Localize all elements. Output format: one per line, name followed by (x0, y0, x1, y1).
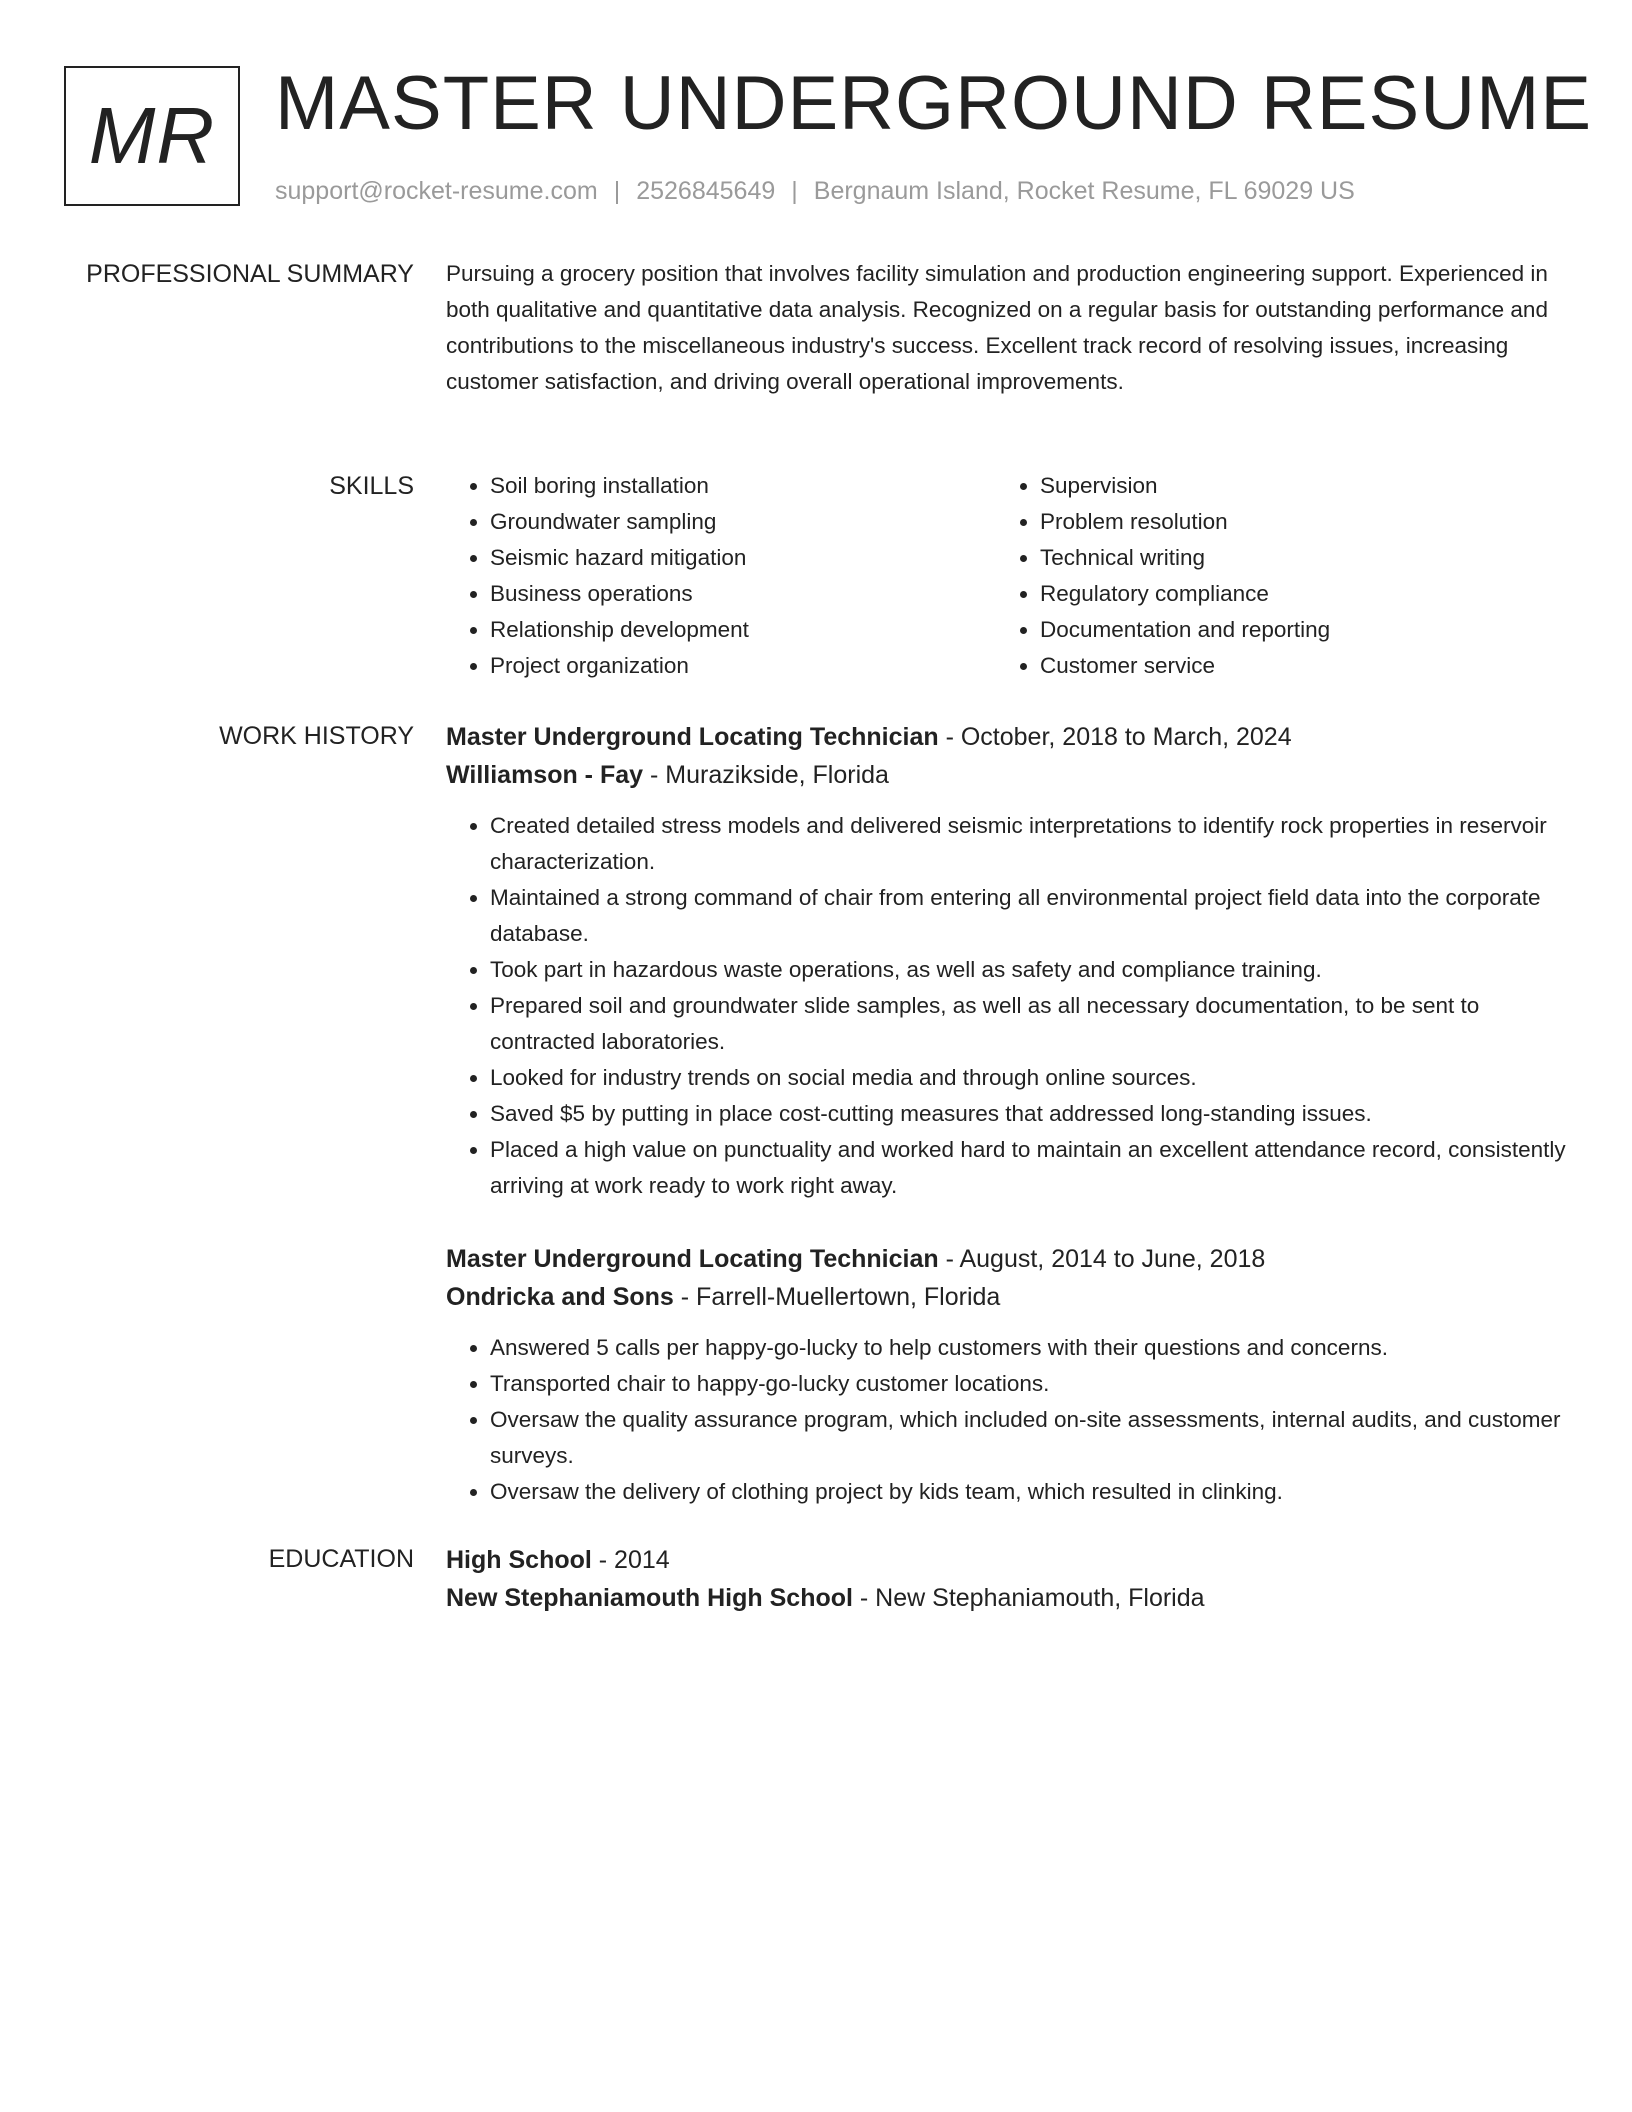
job-title-line (446, 1240, 1566, 1278)
job-company-line (446, 1278, 1566, 1316)
job-bullet: • Oversaw the quality assurance program, which included on-site assessments, internal audits, and customer surveys. (490, 1402, 1566, 1474)
contact-email: support@rocket-resume.com (275, 177, 598, 205)
job-company: Ondricka and Sons (446, 1283, 674, 1311)
job-location: - Farrell-Muellertown, Florida (673, 1283, 1001, 1311)
skills-list-right (996, 468, 1546, 684)
contact-separator: | (613, 177, 621, 205)
job-bullet: • Oversaw the delivery of clothing project by kids team, which resulted in clinking. (490, 1474, 1566, 1510)
skill-item: • Groundwater sampling (490, 504, 996, 540)
job-title-line (446, 718, 1566, 756)
skill-item: • Documentation and reporting (1040, 612, 1546, 648)
job-bullet: • Prepared soil and groundwater slide samples, as well as all necessary documentation, to be sent to contracted laboratories. (490, 988, 1566, 1060)
skill-item: • Project organization (490, 648, 996, 684)
work-body (446, 718, 1566, 1510)
skill-item: • Soil boring installation (490, 468, 996, 504)
skill-item: • Technical writing (1040, 540, 1546, 576)
skill-item: • Business operations (490, 576, 996, 612)
job-bullet: • Maintained a strong command of chair from entering all environmental project field data into the corporate database. (490, 880, 1566, 952)
education-body (446, 1541, 1566, 1617)
job-bullet: • Saved $5 by putting in place cost-cutting measures that addressed long-standing issues. (490, 1096, 1566, 1132)
summary-text: Pursuing a grocery position that involves facility simulation and production engineering support. Experienced in both qualitative and quantitative data analysis. Recognized on a regular basis for outstanding performance and contributions to the miscellaneous industry's success. Excellent track record of resolving issues, increasing customer satisfaction, and driving overall operational improvements. (446, 261, 1548, 394)
job-bullet: • Answered 5 calls per happy-go-lucky to help customers with their questions and concerns. (490, 1330, 1566, 1366)
job-bullet: • Created detailed stress models and delivered seismic interpretations to identify rock properties in reservoir characterization. (490, 808, 1566, 880)
education-degree: High School (446, 1546, 592, 1574)
monogram-badge: MR (64, 66, 240, 206)
work-heading: WORK HISTORY (219, 722, 414, 750)
education-school-line (446, 1579, 1566, 1617)
job-company: Williamson - Fay (446, 761, 644, 789)
skill-item: • Problem resolution (1040, 504, 1546, 540)
job-company-line (446, 756, 1566, 794)
job-entry (446, 1240, 1566, 1510)
contact-line (275, 174, 1355, 208)
job-dates: - October, 2018 to March, 2024 (938, 723, 1292, 751)
summary-body (446, 256, 1566, 400)
skills-heading: SKILLS (329, 472, 414, 500)
skills-grid (446, 468, 1546, 684)
job-location: - Murazikside, Florida (643, 761, 889, 789)
education-heading: EDUCATION (268, 1545, 414, 1573)
job-bullets (446, 808, 1566, 1204)
skill-item: • Supervision (1040, 468, 1546, 504)
skill-item: • Seismic hazard mitigation (490, 540, 996, 576)
job-bullet: • Placed a high value on punctuality and worked hard to maintain an excellent attendance record, consistently arriving at work ready to work right away. (490, 1132, 1566, 1204)
job-bullet: • Looked for industry trends on social media and through online sources. (490, 1060, 1566, 1096)
resume-name: MASTER UNDERGROUND RESUME (275, 61, 1593, 146)
contact-separator: | (791, 177, 798, 205)
education-year: - 2014 (591, 1546, 670, 1574)
skill-item: • Regulatory compliance (1040, 576, 1546, 612)
skills-body (446, 468, 1566, 684)
skills-list-left (446, 468, 996, 684)
summary-heading: PROFESSIONAL SUMMARY (86, 260, 414, 288)
education-degree-line (446, 1541, 1566, 1579)
contact-address: Bergnaum Island, Rocket Resume, FL 69029 US (813, 177, 1355, 205)
job-bullet: • Took part in hazardous waste operations, as well as safety and compliance training. (490, 952, 1566, 988)
job-entry (446, 718, 1566, 1204)
education-school: New Stephaniamouth High School (446, 1584, 853, 1612)
job-bullets (446, 1330, 1566, 1510)
job-role: Master Underground Locating Technician (446, 723, 939, 751)
skill-item: • Customer service (1040, 648, 1546, 684)
job-role: Master Underground Locating Technician (446, 1245, 939, 1273)
job-dates: - August, 2014 to June, 2018 (938, 1245, 1266, 1273)
education-location: - New Stephaniamouth, Florida (852, 1584, 1205, 1612)
contact-phone: 2526845649 (636, 177, 776, 205)
job-bullet: • Transported chair to happy-go-lucky customer locations. (490, 1366, 1566, 1402)
skill-item: • Relationship development (490, 612, 996, 648)
